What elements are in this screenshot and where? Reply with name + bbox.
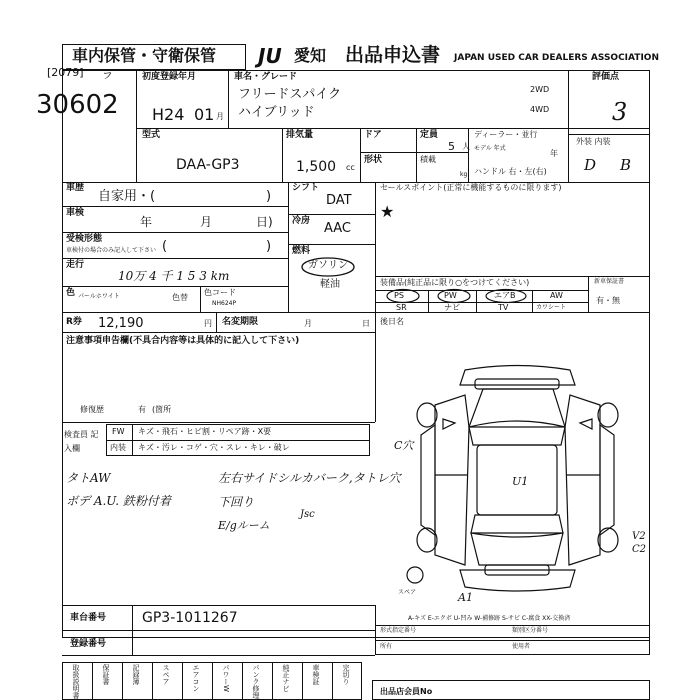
notes-label: 注意事項申告欄(不具合内容等は具体的に記入して下さい)	[66, 336, 300, 346]
first-reg-label: 初度登録年月	[142, 72, 197, 82]
equip-aw: AW	[550, 291, 563, 300]
drive-4wd: 4WD	[530, 105, 550, 114]
dealer-label: ディーラー・並行	[474, 130, 538, 139]
form-title: 出品申込書	[345, 44, 441, 66]
ext-int-label: 外装 内装	[576, 137, 611, 146]
diagram-label-a1: A1	[458, 591, 473, 604]
handle-label: ハンドル 右・左(右)	[474, 167, 547, 176]
lot-number: 30602	[36, 90, 119, 120]
car-name-label: 車名・グレード	[234, 72, 298, 82]
note-line3: ボデ A.U. 鉄粉付着	[66, 494, 171, 508]
mileage-value: 10万 4 千 1 5 3 km	[118, 269, 230, 283]
reg-month-unit: 月	[216, 112, 224, 121]
lot-ref: [2079]	[47, 66, 84, 79]
diagram-legend: A-キズ E-エクボ U-凹み W-補修跡 S-サビ C-腐食 XX-交換済	[408, 615, 571, 622]
accessory-col: エアコン	[192, 664, 200, 692]
equip-tv: TV	[498, 303, 509, 312]
inspection-day: 日)	[256, 215, 273, 229]
usage-value: 自家用・(	[98, 189, 156, 204]
equip-sr: SR	[396, 303, 407, 312]
note-line6: Jsc	[300, 509, 315, 520]
owner-label: 所有	[380, 643, 393, 650]
dealer-no-label: 出品店会員No	[380, 687, 433, 696]
equip-navi: ナビ	[444, 303, 460, 312]
r-ken-value: 12,190	[98, 316, 144, 331]
capacity-label: 定員	[420, 130, 439, 140]
inspection-year: 年	[140, 215, 153, 229]
brand-name: 愛知	[294, 46, 327, 65]
type-designation: 形式指定番号	[380, 627, 417, 634]
sales-point-label: セールスポイント(正常に機能するものに限ります)	[380, 183, 562, 192]
rating-value: 3	[612, 98, 628, 126]
warranty-record-label: 新車保証書	[594, 278, 625, 285]
diagram-spare: スペア	[398, 589, 417, 596]
repair-place: (箇所	[152, 405, 172, 414]
user-label: 使用者	[512, 643, 531, 650]
displacement-label: 排気量	[286, 130, 314, 140]
accessory-col: 記録簿	[132, 664, 140, 685]
rating-label: 評価点	[592, 72, 620, 82]
transfer-label: 受検形態	[66, 234, 103, 244]
weight-label: 積載	[420, 155, 436, 164]
ju-logo: JU	[258, 44, 282, 68]
color-change-label: 色替	[172, 293, 188, 302]
cc-unit: cc	[346, 163, 355, 172]
equip-pw: PW	[444, 291, 457, 300]
accessory-col: 保証書	[102, 664, 110, 685]
repair-label: 修復歴	[80, 405, 104, 414]
inspector-label: 検査員 記入欄	[64, 430, 99, 453]
inspection-month: 月	[200, 215, 213, 229]
sales-point-star: ★	[380, 202, 395, 221]
equipment-label: 装備品(純正品に限り○をつけてください)	[380, 278, 530, 287]
association-name: JAPAN USED CAR DEALERS ASSOCIATION	[454, 53, 659, 63]
chassis-label: 車台番号	[70, 613, 107, 623]
color-code: NH624P	[212, 300, 237, 307]
persons-unit: 人	[462, 142, 470, 151]
drive-2wd: 2WD	[530, 85, 550, 94]
transfer-note: 車検付の場合のみ記入して下さい	[66, 247, 157, 254]
diagram-label-v2: V2	[632, 531, 646, 542]
model-value: DAA-GP3	[176, 157, 240, 173]
transfer-close: )	[266, 239, 272, 254]
inspection-label: 車検	[66, 208, 85, 218]
accessory-col: 車検証	[312, 664, 320, 685]
interior-label: 内装	[110, 443, 126, 452]
shift-label: シフト	[292, 183, 320, 193]
capacity-value: 5	[448, 140, 455, 153]
diagram-label-c: C穴	[394, 439, 414, 452]
r-ken-unit: 円	[204, 319, 212, 328]
equip-ps: PS	[394, 291, 404, 300]
equip-circles	[375, 288, 535, 304]
accessory-col: 純正ナビ	[282, 664, 290, 692]
reg-era-year: H24	[152, 105, 185, 124]
expiry-label: 名変期限	[222, 317, 259, 327]
exterior-grade: D	[584, 156, 597, 174]
reg-month: 01	[194, 105, 215, 124]
fuel-value: ガソリン	[308, 260, 348, 271]
note-line5: E/gルーム	[218, 519, 270, 532]
model-label: 型式	[142, 130, 161, 140]
reg-number-label: 登録番号	[70, 639, 107, 649]
lot-stamp: ラ	[102, 68, 113, 81]
color-value: パールホワイト	[78, 293, 120, 300]
displacement-value: 1,500	[296, 159, 337, 175]
note-line2: 左右サイドシルカバーク,タトレ穴	[218, 471, 401, 485]
transfer-value: (	[162, 239, 168, 254]
mileage-label: 走行	[66, 260, 85, 270]
car-name-line2: ハイブリッド	[238, 105, 315, 120]
doors-label: ドア	[364, 130, 382, 140]
fuel-alt: 軽油	[320, 279, 340, 290]
rear-label: 後日名	[380, 317, 404, 326]
expiry-month: 月	[304, 319, 312, 328]
ac-value: AAC	[324, 221, 351, 236]
warranty-record-value: 有・無	[596, 296, 620, 305]
accessory-col: 完切り	[342, 664, 350, 685]
diagram-label-u1: U1	[512, 475, 529, 488]
r-ken-label: R券	[66, 317, 82, 327]
year-unit: 年	[550, 149, 558, 158]
shape-label: 形状	[364, 155, 383, 165]
fw-row: キズ・飛石・ヒビ割・リペア跡・X要	[138, 427, 272, 436]
car-name-line1: フリードスパイク	[238, 87, 342, 102]
note-line4: 下回り	[218, 495, 255, 509]
accessory-col: スペア	[162, 664, 170, 685]
expiry-day: 日	[362, 319, 370, 328]
repair-value: 有	[138, 405, 146, 414]
class-number: 類別区分番号	[512, 627, 549, 634]
chassis-value: GP3-1011267	[142, 610, 238, 626]
storage-label: 車内保管・守衛保管	[72, 46, 217, 65]
ac-label: 冷房	[292, 216, 311, 226]
usage-close: )	[266, 189, 272, 204]
color-code-label: 色コード	[204, 288, 236, 297]
shift-value: DAT	[326, 193, 352, 208]
fw-label: FW	[112, 427, 125, 436]
interior-grade: B	[620, 156, 632, 174]
kg-unit: kg	[460, 171, 468, 178]
model-year-label: モデル 年式	[474, 145, 506, 152]
diagram-label-c2: C2	[632, 544, 647, 555]
accessory-col: パンク修理	[252, 664, 260, 699]
accessory-col: 取扱説明書	[72, 664, 80, 699]
interior-row: キズ・汚レ・コゲ・穴・スレ・キレ・破レ	[138, 443, 290, 452]
accessory-col: パワーW	[222, 664, 230, 692]
note-line1: タトAW	[66, 471, 111, 485]
equip-airbag: エアB	[494, 291, 516, 300]
color-label: 色	[66, 288, 76, 298]
fuel-label: 燃料	[292, 246, 311, 256]
usage-label: 車歴	[66, 183, 85, 193]
equip-seat: カワシート	[536, 304, 567, 311]
